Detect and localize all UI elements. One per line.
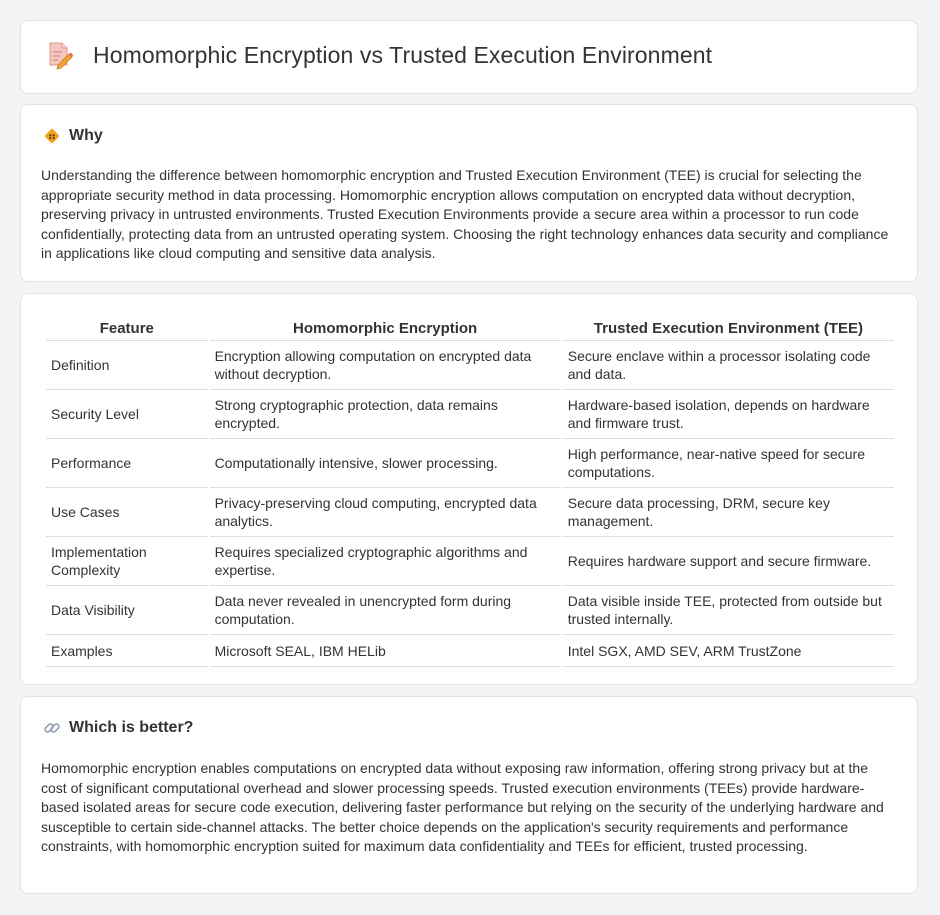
comparison-table: [44, 315, 896, 667]
row-tee: Data visible inside TEE, protected from outside but trusted internally.: [563, 586, 894, 635]
row-homomorphic: Data never revealed in unencrypted form during computation.: [210, 586, 561, 635]
header-homomorphic: Homomorphic Encryption: [210, 315, 561, 341]
table-row: [46, 439, 894, 488]
why-section: [20, 104, 918, 282]
row-tee: Intel SGX, AMD SEV, ARM TrustZone: [563, 635, 894, 667]
row-tee: Secure enclave within a processor isolating code and data.: [563, 341, 894, 390]
why-title: Why: [69, 127, 103, 144]
row-homomorphic: Strong cryptographic protection, data remains encrypted.: [210, 390, 561, 439]
comparison-card: [20, 293, 918, 685]
table-header-row: [46, 315, 894, 341]
row-tee: Requires hardware support and secure firmware.: [563, 537, 894, 586]
row-tee: High performance, near-native speed for secure computations.: [563, 439, 894, 488]
row-feature: Data Visibility: [46, 586, 208, 635]
header-card: [20, 20, 918, 94]
row-homomorphic: Computationally intensive, slower processing.: [210, 439, 561, 488]
row-homomorphic: Privacy-preserving cloud computing, encrypted data analytics.: [210, 488, 561, 537]
header-tee: Trusted Execution Environment (TEE): [563, 315, 894, 341]
row-tee: Secure data processing, DRM, secure key management.: [563, 488, 894, 537]
row-homomorphic: Microsoft SEAL, IBM HELib: [210, 635, 561, 667]
why-text: Understanding the difference between homomorphic encryption and Trusted Execution Environment (TEE) is crucial for selecting the appropriate security method in data processing. Homomorphic encryption allows computation on encrypted data without decryption, preserving privacy in untrusted environments. Trusted Execution Environments provide a secure area within a processor to run code confidentially, protecting data from an untrusted operating system. Choosing the right technology enhances data security and compliance in applications like cloud computing and sensitive data analysis.: [41, 167, 889, 261]
page-title: Homomorphic Encryption vs Trusted Execution Environment: [93, 41, 713, 68]
row-homomorphic: Requires specialized cryptographic algorithms and expertise.: [210, 537, 561, 586]
document-pencil-icon: [47, 40, 73, 70]
table-row: [46, 390, 894, 439]
table-row: [46, 488, 894, 537]
better-text: Homomorphic encryption enables computations on encrypted data without exposing raw information, offering strong privacy but at the cost of significant computational overhead and slower processing speeds. Trusted execution environments (TEEs) provide hardware-based isolated areas for secure code execution, delivering faster performance but relying on the security of the underlying hardware and susceptible to certain side-channel attacks. The better choice depends on the application's security requirements and performance constraints, with homomorphic encryption suited for maximum data confidentiality and TEEs for efficient, trusted processing.: [41, 760, 884, 854]
row-feature: Use Cases: [46, 488, 208, 537]
table-row: [46, 537, 894, 586]
why-heading: [43, 127, 103, 145]
link-icon: [43, 719, 61, 737]
row-feature: Examples: [46, 635, 208, 667]
title-row: [47, 40, 712, 70]
table-row: [46, 341, 894, 390]
row-feature: Implementation Complexity: [46, 537, 208, 586]
table-row: [46, 586, 894, 635]
row-feature: Definition: [46, 341, 208, 390]
header-feature: Feature: [46, 315, 208, 341]
diamond-road-sign-icon: [43, 127, 61, 145]
better-heading: [43, 719, 193, 737]
better-title: Which is better?: [69, 719, 194, 736]
row-homomorphic: Encryption allowing computation on encrypted data without decryption.: [210, 341, 561, 390]
row-feature: Performance: [46, 439, 208, 488]
table-row: [46, 635, 894, 667]
which-better-section: [20, 696, 918, 894]
row-tee: Hardware-based isolation, depends on hardware and firmware trust.: [563, 390, 894, 439]
row-feature: Security Level: [46, 390, 208, 439]
